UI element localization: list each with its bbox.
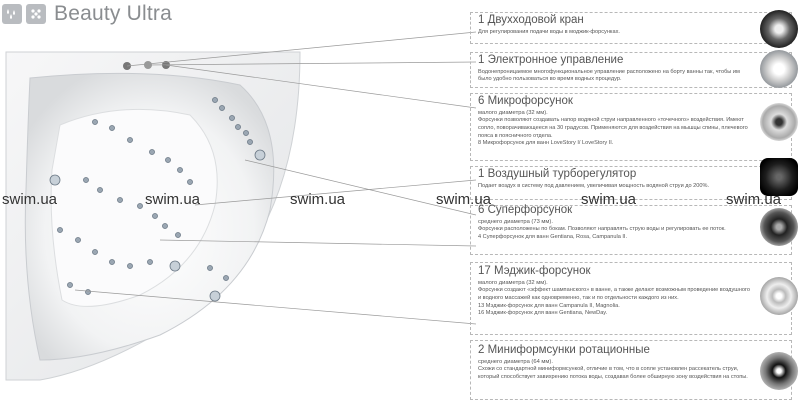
watermark: swim.ua (436, 191, 492, 208)
leader-line (195, 180, 476, 205)
micro-jet-icon (760, 103, 798, 141)
feature-description: Схожи со стандартной миниформсункой, отличие в том, что в сопле установлен рассекатель струи, который способствует завихрению потока воды, создавая более обширную зону воздействия на стопы. (478, 366, 748, 380)
feature-note: 4 Суперфорсунок для ванн Gentiana, Rosa, Campanula II. (478, 234, 628, 240)
feature-note: 16 Мэджик-форсунок для ванн Gentiana, NewDay. (478, 310, 608, 317)
massage-jets-icon (26, 4, 46, 24)
header (0, 0, 172, 28)
leader-line (148, 62, 476, 65)
magic-jet-icon (760, 277, 798, 315)
air-turbo-regulator-icon (760, 158, 798, 196)
rotary-mini-jet-icon (760, 352, 798, 390)
leader-line (160, 240, 476, 246)
feature-micro (478, 95, 750, 148)
feature-title: 6 Микрофорсунок (478, 95, 573, 107)
feature-title: 1 Воздушный турборегулятор (478, 168, 637, 180)
leader-line (166, 65, 476, 108)
feature-description: Форсунки расположены по бокам. Позволяют направлять струю воды и регулировать ее поток. (478, 226, 726, 233)
feature-title: 1 Электронное управление (478, 54, 624, 66)
watermark: swim.ua (581, 191, 637, 208)
feature-note: 8 Микрофорсунок для ванн LoveStory I/ LoveStory II. (478, 140, 614, 147)
page-title: Beauty Ultra (54, 2, 172, 25)
leader-line (245, 160, 476, 215)
leader-line (127, 32, 476, 66)
feature-super (478, 204, 750, 242)
feature-control (478, 54, 750, 84)
feature-size: среднего диаметра (64 мм). (478, 358, 553, 365)
feature-title: 6 Суперфорсунок (478, 204, 573, 216)
electronic-control-icon (760, 50, 798, 88)
watermark: swim.ua (2, 191, 58, 208)
super-jet-icon (760, 208, 798, 246)
feature-description: Для регулирования подачи воды в моджик-форсунках. (478, 28, 620, 35)
feature-description: Водонепроницаемое многофункциональное управление расположено на борту ванны так, чтобы им было удобно пользоваться во время водных процедур. (478, 68, 740, 83)
feature-size: малого диаметра (32 мм). (478, 279, 548, 286)
feature-description: Форсунки создают «эффект шампанского» в ванне, а также делают возможным проведение воздушного и водного массажей как одновременно, так и по отдельности каждого из них. (478, 287, 750, 301)
feature-size: малого диаметра (32 мм). (478, 109, 548, 116)
feature-description: Форсунки позволяют создавать напор водяной струи направленного «точечного» воздействия. Имеют сопло, поворачивающееся на 30 градусов. Применяются для воздействия на мышцы спины, плечевого пояса в поясничного отдела. (478, 117, 748, 139)
feature-size: среднего диаметра (73 мм). (478, 218, 553, 225)
feature-turbo (478, 168, 750, 190)
feature-description: Подает воздух в систему под давлением, увеличивая мощность водяной струи до 200%. (478, 182, 710, 189)
feature-title: 17 Мэджик-форсунок (478, 265, 591, 277)
bathtub-illustration (0, 30, 470, 402)
watermark: swim.ua (145, 191, 201, 208)
feature-magic (478, 265, 750, 318)
watermark: swim.ua (726, 191, 782, 208)
water-drops-icon (2, 4, 22, 24)
feature-valve (478, 14, 750, 36)
leader-line (75, 290, 476, 324)
two-way-valve-icon (760, 10, 798, 48)
feature-title: 2 Миниформсунки ротационные (478, 344, 650, 356)
feature-note: 13 Мэджик-форсунок для ванн Campanula II, Magnolia. (478, 302, 620, 309)
feature-rotary (478, 344, 750, 382)
feature-title: 1 Двухходовой кран (478, 14, 584, 26)
watermark: swim.ua (290, 191, 346, 208)
